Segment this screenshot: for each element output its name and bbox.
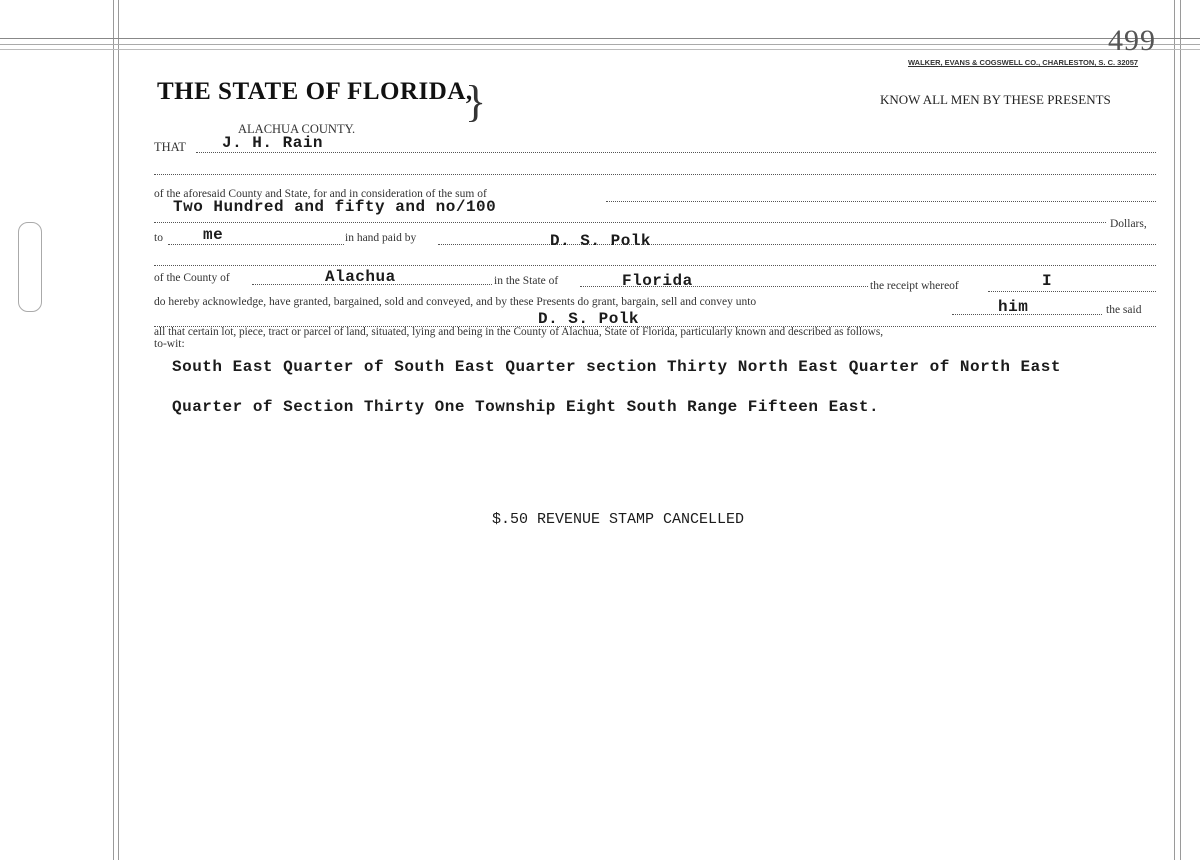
- that-label: THAT: [154, 140, 186, 154]
- paid-by-dotted-line: [438, 244, 1156, 245]
- grantor-name: J. H. Rain: [222, 134, 324, 152]
- printer-imprint: WALKER, EVANS & COGSWELL CO., CHARLESTON, S. C. 32057: [908, 58, 1139, 67]
- dollars-label: Dollars,: [1110, 218, 1147, 230]
- state-value: Florida: [622, 272, 693, 290]
- blank-line-2: [154, 265, 1156, 266]
- consideration-dotted-line: [606, 201, 1156, 202]
- revenue-stamp-note: $.50 REVENUE STAMP CANCELLED: [492, 511, 745, 528]
- grantor-dotted-line: [196, 152, 1156, 153]
- receipt-dotted-line: [988, 291, 1156, 292]
- left-margin-line: [113, 0, 114, 860]
- to-wit-label: to-wit:: [154, 338, 185, 350]
- amount-text: Two Hundred and fifty and no/100: [173, 198, 497, 216]
- county-of-label: of the County of: [154, 272, 230, 284]
- top-rule-3: [0, 49, 1200, 50]
- all-that-text: all that certain lot, piece, tract or parcel of land, situated, lying and being in the County of Alachua, State of Florida, particularly known and described as follows,: [154, 326, 884, 338]
- to-dotted-line: [168, 244, 344, 245]
- county-heading: ALACHUA COUNTY.: [238, 122, 356, 136]
- receipt-value: I: [1042, 272, 1053, 290]
- page-number: 499: [1108, 24, 1156, 57]
- know-all-men: KNOW ALL MEN BY THESE PRESENTS: [880, 92, 1111, 107]
- left-margin-line-inner: [118, 0, 119, 860]
- convey-value: him: [998, 298, 1029, 316]
- state-title: THE STATE OF FLORIDA,: [157, 78, 473, 105]
- receipt-label: the receipt whereof: [870, 280, 959, 292]
- brace-mark: }: [465, 77, 487, 126]
- right-margin-line-inner: [1180, 0, 1181, 860]
- binder-hole: [18, 222, 42, 312]
- amount-dotted-line: [154, 222, 1106, 223]
- paid-by-value: D. S. Polk: [550, 232, 652, 250]
- acknowledge-text: do hereby acknowledge, have granted, bargained, sold and conveyed, and by these Presents do grant, bargain, sell and convey unto: [154, 296, 757, 308]
- description-line-1: South East Quarter of South East Quarter section Thirty North East Quarter of North East: [172, 358, 1061, 376]
- top-rule: [0, 38, 1200, 39]
- state-of-label: in the State of: [494, 275, 559, 287]
- blank-line-1: [154, 174, 1156, 175]
- to-value: me: [203, 226, 224, 244]
- consideration-label: of the aforesaid County and State, for and in consideration of the sum of: [154, 188, 487, 200]
- right-margin-line: [1174, 0, 1175, 860]
- the-said-label: the said: [1106, 304, 1142, 316]
- top-rule-2: [0, 44, 1200, 45]
- description-line-2: Quarter of Section Thirty One Township Eight South Range Fifteen East.: [172, 398, 880, 416]
- to-label: to: [154, 232, 163, 244]
- paid-by-label: in hand paid by: [345, 232, 417, 244]
- grantee-name: D. S. Polk: [538, 310, 640, 328]
- county-value: Alachua: [325, 268, 396, 286]
